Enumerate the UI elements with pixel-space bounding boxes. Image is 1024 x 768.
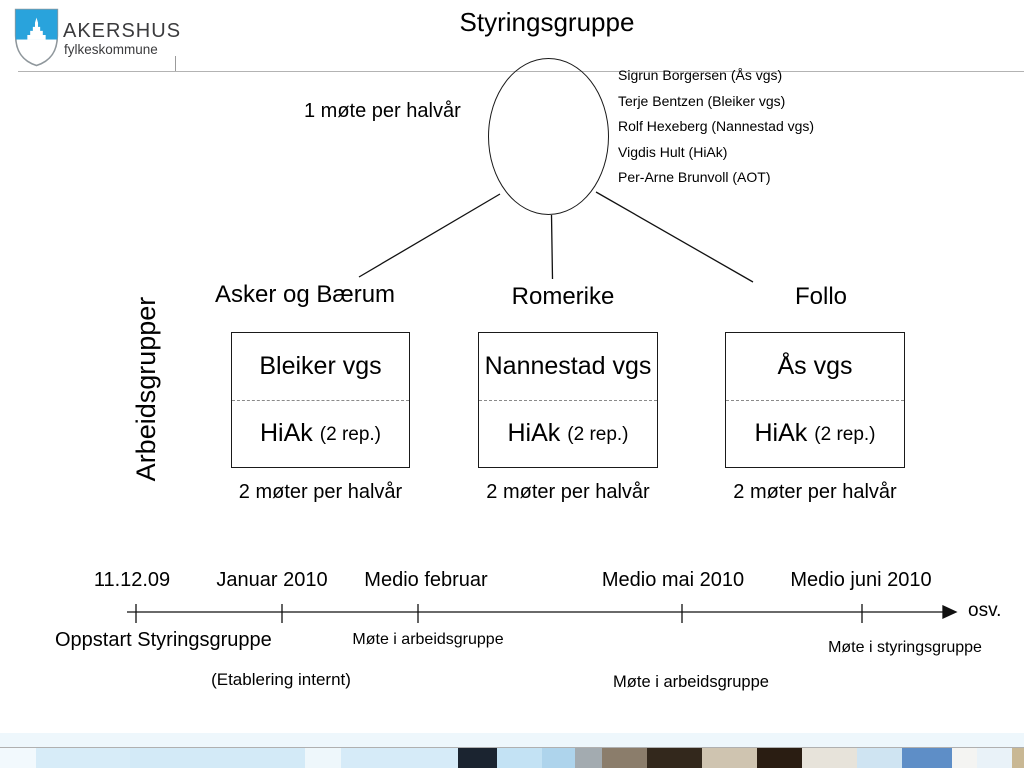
footer-photo-segment [952, 748, 977, 768]
footer-photo-segment [341, 748, 458, 768]
footer-photo-segment [902, 748, 952, 768]
footer-photo-segment [130, 748, 305, 768]
workgroup-school: Ås vgs [726, 333, 904, 401]
footer-photo-segment [458, 748, 497, 768]
timeline-arrowhead-icon [943, 606, 956, 618]
region-header-follo: Follo [794, 283, 848, 310]
footer-photo-segment [802, 748, 857, 768]
timeline-milestone: Medio mai 2010 [601, 569, 745, 591]
footer-photo-strip [0, 748, 1024, 768]
footer-photo-segment [497, 748, 542, 768]
timeline-continuation-label: osv. [968, 600, 1002, 621]
workgroups-axis-label: Arbeidsgrupper [131, 296, 161, 482]
footer-photo-segment [0, 748, 36, 768]
timeline-milestone: 11.12.09 [93, 569, 171, 591]
timeline-milestone: Januar 2010 [216, 569, 328, 591]
header-divider-tick [175, 56, 176, 71]
workgroup-box-follo [725, 332, 905, 468]
steering-frequency-label: 1 møte per halvår [304, 100, 461, 122]
footer-photo-segment [757, 748, 802, 768]
footer-photo-segment [857, 748, 902, 768]
workgroup-frequency-label: 2 møter per halvår [486, 481, 650, 503]
workgroup-partner [479, 401, 657, 468]
member-item: Sigrun Borgersen (Ås vgs) [618, 67, 783, 83]
timeline-milestone: Medio februar [364, 569, 488, 591]
timeline-event-arbeidsgruppe-1: Møte i arbeidsgruppe [352, 631, 504, 648]
partner-note: (2 rep.) [814, 423, 876, 445]
footer-band [0, 733, 1024, 747]
partner-note: (2 rep.) [567, 423, 629, 445]
slide-title: Styringsgruppe [459, 7, 635, 37]
steering-group-ellipse [488, 58, 609, 215]
timeline-event-oppstart: Oppstart Styringsgruppe [55, 629, 272, 651]
member-item: Vigdis Hult (HiAk) [618, 143, 728, 160]
workgroup-frequency-label: 2 møter per halvår [238, 481, 403, 503]
steering-members-list [618, 63, 814, 191]
partner-name: HiAk [507, 419, 561, 448]
timeline-event-etablering: (Etablering internt) [211, 670, 351, 689]
timeline-event-styringsgruppe: Møte i styringsgruppe [828, 639, 982, 656]
region-header-romerike: Romerike [511, 283, 615, 310]
footer-photo-segment [602, 748, 647, 768]
workgroup-box-asker-og-baerum [231, 332, 410, 468]
timeline-event-arbeidsgruppe-2: Møte i arbeidsgruppe [613, 673, 769, 691]
workgroup-frequency-label: 2 møter per halvår [733, 481, 897, 503]
timeline-milestone: Medio juni 2010 [790, 569, 932, 591]
footer-photo-segment [1012, 748, 1024, 768]
member-item: Rolf Hexeberg (Nannestad vgs) [618, 118, 815, 134]
footer-photo-segment [36, 748, 130, 768]
workgroup-partner [726, 401, 904, 468]
member-item: Terje Bentzen (Bleiker vgs) [618, 92, 786, 109]
logo-org-name: AKERSHUS [63, 20, 182, 42]
workgroup-partner [232, 401, 409, 468]
partner-note: (2 rep.) [319, 423, 382, 445]
footer-photo-segment [305, 748, 341, 768]
footer-photo-segment [575, 748, 602, 768]
timeline-axis [127, 604, 956, 623]
footer-photo-segment [702, 748, 757, 768]
member-item: Per-Arne Brunvoll (AOT) [618, 169, 771, 185]
footer-photo-segment [647, 748, 702, 768]
region-header-asker-og-baerum: Asker og Bærum [214, 281, 396, 308]
akershus-shield-icon [14, 8, 59, 67]
footer-photo-segment [977, 748, 1012, 768]
partner-name: HiAk [259, 419, 313, 448]
workgroup-box-romerike [478, 332, 658, 468]
logo-org-subtitle: fylkeskommune [64, 42, 158, 57]
workgroup-school: Bleiker vgs [232, 333, 409, 401]
workgroup-school: Nannestad vgs [479, 333, 657, 401]
footer-photo-segment [542, 748, 575, 768]
partner-name: HiAk [754, 419, 808, 448]
